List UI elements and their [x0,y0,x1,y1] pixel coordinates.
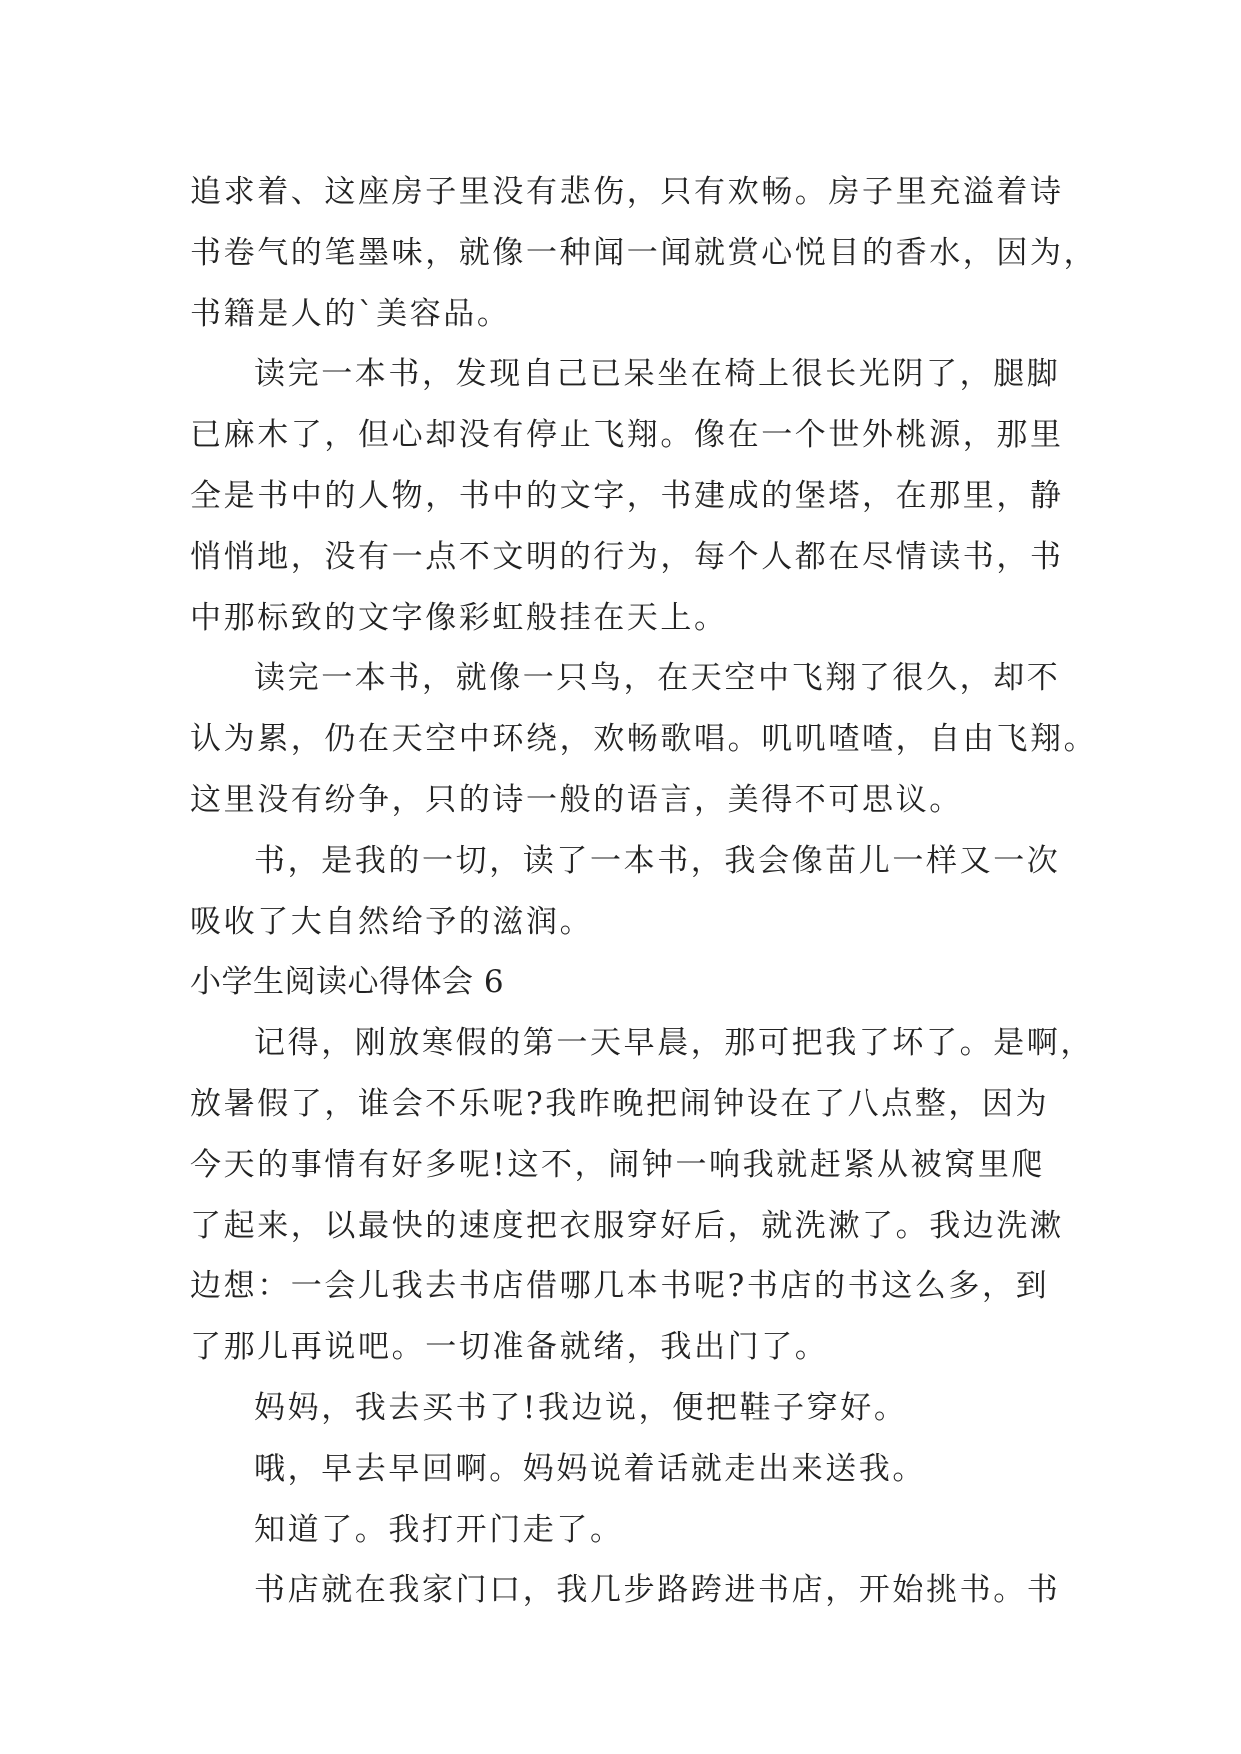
text-line: 追求着、这座房子里没有悲伤，只有欢畅。房子里充溢着诗 [190,174,1064,210]
paragraph-first-line: 记得，刚放寒假的第一天早晨，那可把我了坏了。是啊， [254,1025,1094,1062]
text-line: 认为累，仍在天空中环绕，欢畅歌唱。叽叽喳喳，自由飞翔。 [190,721,1098,758]
text-line: 放暑假了，谁会不乐呢?我昨晚把闹钟设在了八点整，因为 [190,1085,1050,1122]
text-line: 了起来，以最快的速度把衣服穿好后，就洗漱了。我边洗漱 [190,1207,1064,1244]
document-body [190,162,1098,1621]
section-heading: 小学生阅读心得体会 6 [190,964,505,1001]
paragraph-first-line: 知道了。我打开门走了。 [254,1511,624,1548]
paragraph-first-line: 书店就在我家门口，我几步路跨进书店，开始挑书。书 [254,1572,1061,1609]
text-line: 书卷气的笔墨味，就像一种闻一闻就赏心悦目的香水，因为， [190,234,1098,271]
paragraph-first-line: 妈妈，我去买书了!我边说，便把鞋子穿好。 [254,1389,908,1426]
text-line: 中那标致的文字像彩虹般挂在天上。 [190,599,728,636]
text-line: 今天的事情有好多呢!这不，闹钟一响我就赶紧从被窝里爬 [190,1146,1046,1183]
paragraph-first-line: 读完一本书，就像一只鸟，在天空中飞翔了很久，却不 [254,660,1061,697]
text-line: 悄悄地，没有一点不文明的行为，每个人都在尽情读书，书 [190,538,1064,575]
text-line: 这里没有纷争，只的诗一般的语言，美得不可思议。 [190,781,963,818]
text-line: 已麻木了，但心却没有停止飞翔。像在一个世外桃源，那里 [190,417,1064,454]
text-line: 吸收了大自然给予的滋润。 [190,903,594,940]
paragraph-first-line: 读完一本书，发现自己已呆坐在椅上很长光阴了，腿脚 [254,356,1061,393]
text-line: 全是书中的人物，书中的文字，书建成的堡塔，在那里，静 [190,477,1064,514]
text-line: 边想：一会儿我去书店借哪几本书呢?书店的书这么多，到 [190,1268,1050,1305]
text-line: 了那儿再说吧。一切准备就绪，我出门了。 [190,1329,829,1366]
paragraph-first-line: 书，是我的一切，读了一本书，我会像苗儿一样又一次 [254,842,1061,879]
text-line: 书籍是人的`美容品。 [190,295,511,332]
paragraph-first-line: 哦，早去早回啊。妈妈说着话就走出来送我。 [254,1450,926,1487]
